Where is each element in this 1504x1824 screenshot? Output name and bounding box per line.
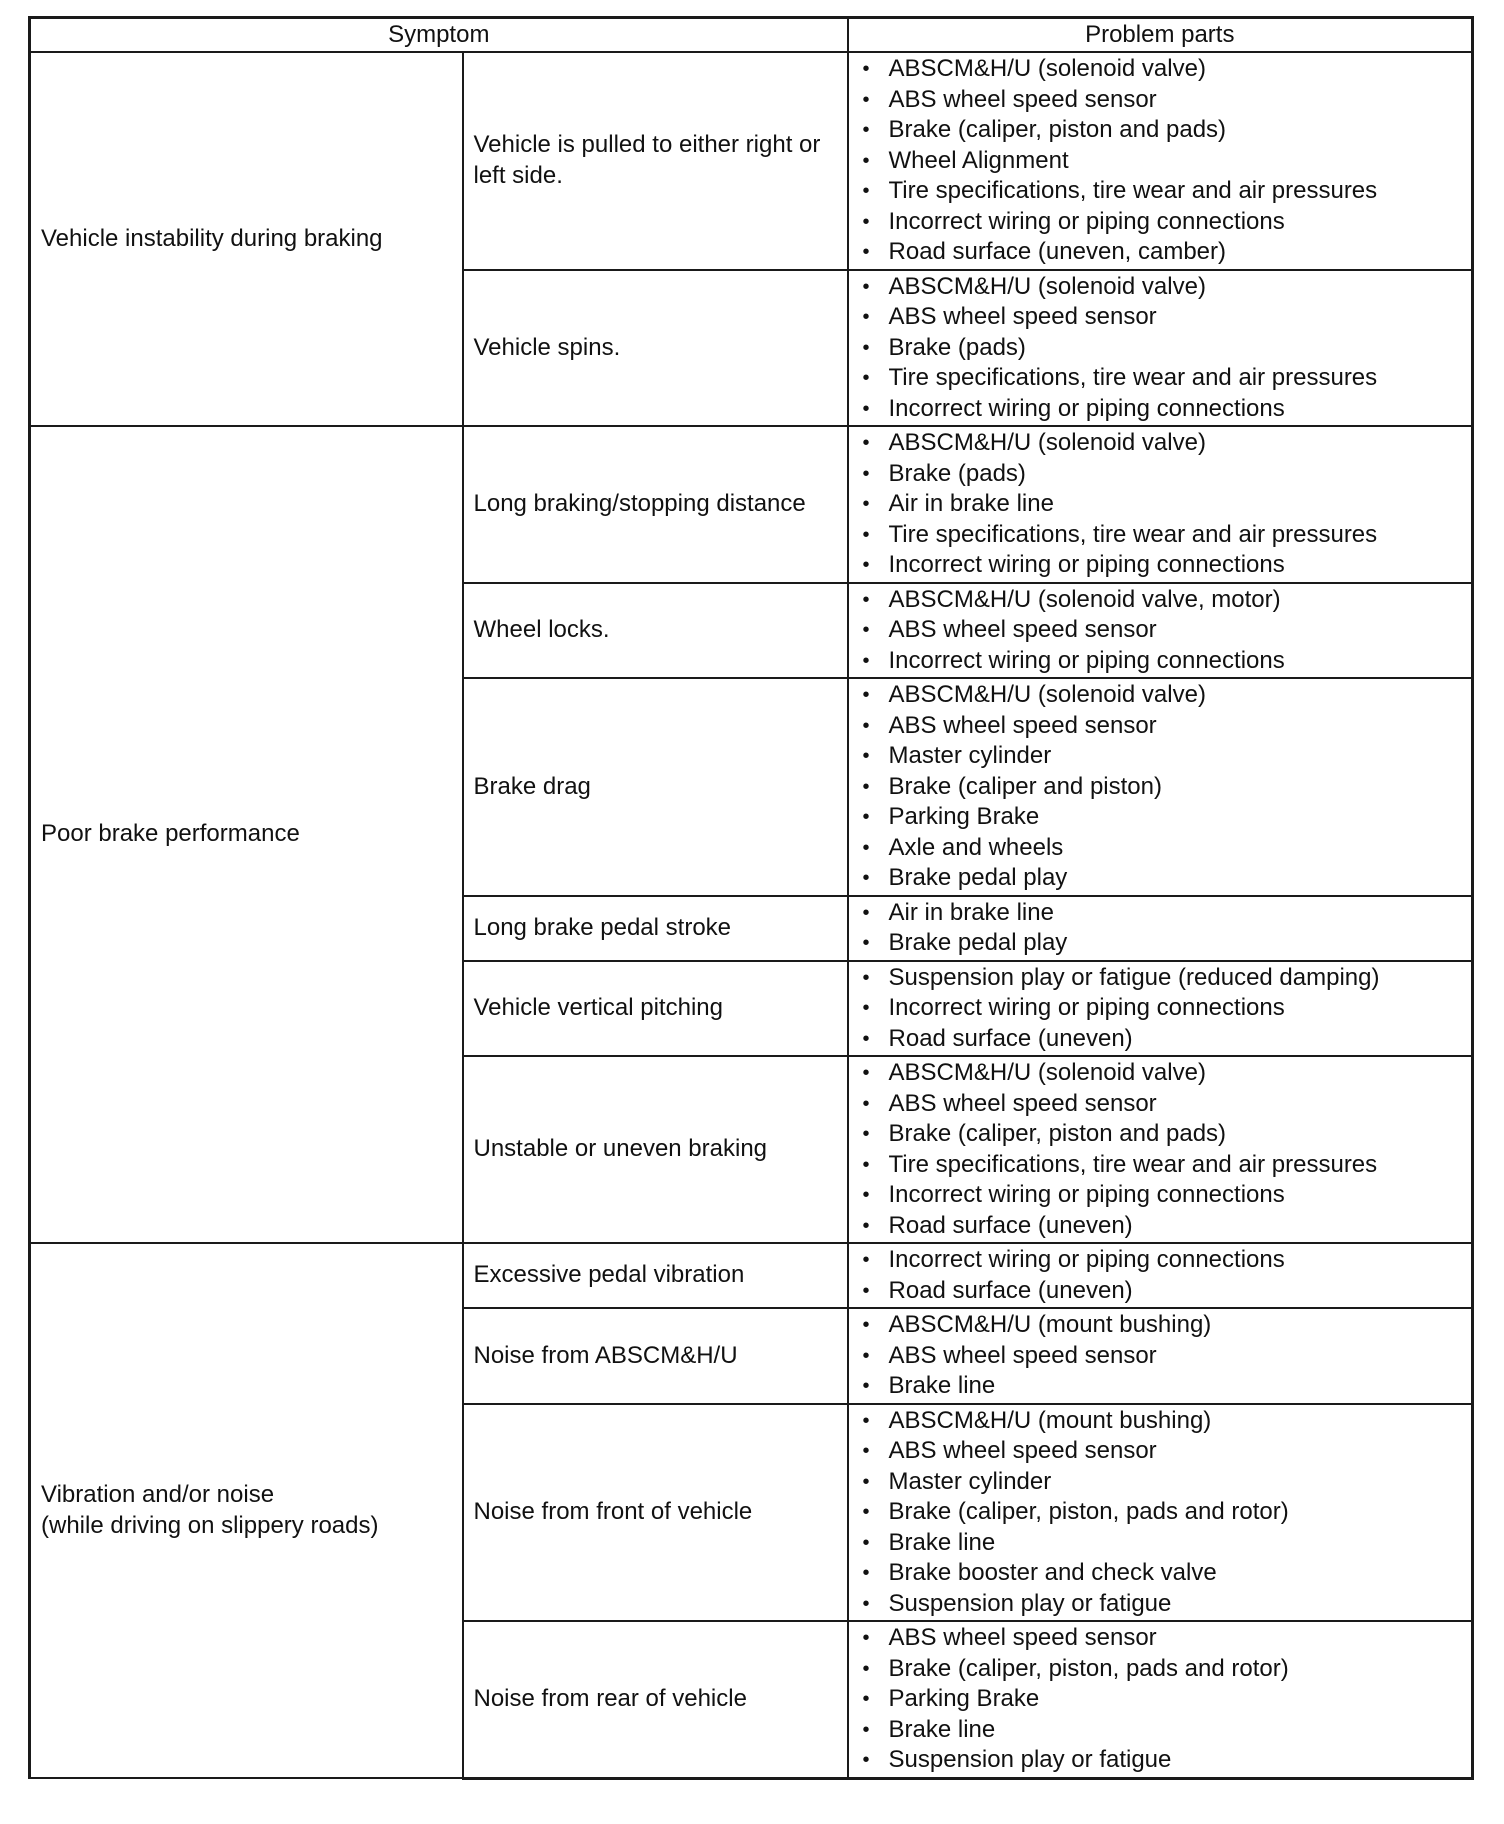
sub-symptom-cell [463, 1308, 848, 1404]
bullet-icon: • [862, 1470, 870, 1493]
problem-part-text: Suspension play or fatigue [888, 1589, 1172, 1617]
symptom-column-header: Symptom [30, 18, 848, 53]
list-item [863, 1467, 1466, 1498]
list-item [863, 1211, 1466, 1242]
bullet-icon: • [862, 180, 870, 202]
list-item [863, 1341, 1466, 1372]
list-item [863, 237, 1466, 268]
bullet-icon: • [862, 523, 870, 546]
problem-parts-cell [848, 1621, 1473, 1778]
list-item [863, 115, 1466, 146]
problem-parts-list [863, 1310, 1466, 1402]
bullet-icon: • [862, 997, 870, 1019]
problem-parts-cell [848, 896, 1473, 961]
list-item [863, 928, 1466, 959]
problem-parts-cell [848, 1308, 1473, 1404]
list-item [863, 711, 1466, 742]
bullet-icon: • [862, 867, 870, 889]
sub-symptom: Excessive pedal vibration [473, 1261, 745, 1289]
list-item [863, 1276, 1466, 1307]
symptom-category-cell [30, 426, 463, 1243]
list-item [863, 1654, 1466, 1685]
problem-part-text: ABSCM&H/U (solenoid valve) [888, 681, 1206, 708]
sub-symptom: Brake drag [473, 772, 591, 800]
problem-part-text: Incorrect wiring or piping connections [888, 207, 1285, 235]
problem-part-text: Tire specifications, tire wear and air pressures [888, 1150, 1378, 1178]
problem-part-text: Brake (caliper, piston and pads) [888, 116, 1227, 143]
problem-part-text: Incorrect wiring or piping connections [888, 1246, 1285, 1273]
list-item [863, 54, 1466, 85]
list-item [863, 85, 1466, 116]
problem-parts-list [863, 54, 1466, 268]
list-item [863, 1406, 1466, 1437]
bullet-icon: • [862, 745, 870, 767]
list-item [863, 1528, 1466, 1559]
problem-part-text: Incorrect wiring or piping connections [888, 1181, 1285, 1208]
bullet-icon: • [862, 775, 870, 798]
list-item [863, 1089, 1466, 1120]
bullet-icon: • [862, 649, 870, 672]
list-item [863, 176, 1466, 207]
problem-part-text: Road surface (uneven) [888, 1211, 1133, 1239]
problem-part-text: Air in brake line [888, 490, 1054, 517]
problem-parts-list [863, 428, 1466, 581]
bullet-icon: • [862, 1153, 870, 1176]
list-item [863, 1245, 1466, 1276]
problem-part-text: ABS wheel speed sensor [888, 616, 1157, 643]
bullet-icon: • [862, 588, 870, 611]
problem-parts-list [863, 1623, 1466, 1776]
problem-parts-list [863, 680, 1466, 894]
bullet-icon: • [862, 1214, 870, 1237]
problem-part-text: Brake booster and check valve [888, 1559, 1217, 1586]
problem-part-text: Incorrect wiring or piping connections [888, 394, 1285, 422]
list-item [863, 802, 1466, 833]
problem-part-text: Suspension play or fatigue (reduced damping) [888, 963, 1380, 991]
list-item [863, 1715, 1466, 1746]
problem-parts-cell [848, 270, 1473, 427]
table-row [30, 1243, 1473, 1308]
list-item [863, 520, 1466, 551]
list-item [863, 772, 1466, 803]
list-item [863, 1180, 1466, 1211]
sub-symptom-cell [463, 426, 848, 583]
bullet-icon: • [862, 684, 870, 706]
sub-symptom-cell [463, 52, 848, 270]
bullet-icon: • [862, 336, 870, 359]
problem-part-text: ABSCM&H/U (solenoid valve) [888, 1059, 1206, 1086]
problem-part-text: ABSCM&H/U (solenoid valve) [888, 55, 1206, 82]
bullet-icon: • [862, 462, 870, 485]
problem-part-text: Parking Brake [888, 803, 1040, 830]
list-item [863, 1058, 1466, 1089]
bullet-icon: • [862, 58, 870, 80]
list-item [863, 963, 1466, 994]
sub-symptom: Vehicle vertical pitching [473, 994, 723, 1021]
bullet-icon: • [862, 1562, 870, 1584]
problem-parts-cell [848, 961, 1473, 1057]
problem-part-text: Brake pedal play [888, 929, 1068, 956]
problem-part-text: ABSCM&H/U (mount bushing) [888, 1406, 1212, 1434]
sub-symptom-cell [463, 583, 848, 679]
bullet-icon: • [862, 1123, 870, 1145]
problem-part-text: ABS wheel speed sensor [888, 85, 1157, 113]
bullet-icon: • [862, 1062, 870, 1084]
problem-part-text: Master cylinder [888, 742, 1052, 769]
problem-part-text: ABS wheel speed sensor [888, 711, 1157, 739]
list-item [863, 1024, 1466, 1055]
problem-parts-cell [848, 1404, 1473, 1622]
bullet-icon: • [862, 1627, 870, 1649]
list-item [863, 302, 1466, 333]
bullet-icon: • [862, 1749, 870, 1771]
problem-parts-list [863, 898, 1466, 959]
problem-parts-cell [848, 583, 1473, 679]
bullet-icon: • [862, 806, 870, 828]
problem-parts-cell [848, 1056, 1473, 1243]
sub-symptom-cell [463, 1404, 848, 1622]
bullet-icon: • [862, 149, 870, 172]
bullet-icon: • [862, 306, 870, 328]
problem-part-text: Road surface (uneven) [888, 1024, 1133, 1052]
problem-part-text: Road surface (uneven, camber) [888, 238, 1227, 265]
problem-part-text: Brake (pads) [888, 333, 1026, 361]
list-item [863, 146, 1466, 177]
problem-part-text: Brake (caliper, piston and pads) [888, 1120, 1227, 1147]
bullet-icon: • [862, 714, 870, 737]
bullet-icon: • [862, 1501, 870, 1523]
sub-symptom: Vehicle spins. [473, 333, 621, 361]
bullet-icon: • [862, 210, 870, 233]
list-item [863, 1119, 1466, 1150]
bullet-icon: • [862, 1592, 870, 1615]
problem-parts-cell [848, 52, 1473, 270]
problem-part-text: Brake (pads) [888, 459, 1026, 487]
list-item [863, 1497, 1466, 1528]
list-item [863, 646, 1466, 677]
list-item [863, 680, 1466, 711]
problem-part-text: Master cylinder [888, 1467, 1052, 1495]
list-item [863, 550, 1466, 581]
bullet-icon: • [862, 619, 870, 641]
bullet-icon: • [862, 493, 870, 515]
problem-part-text: Brake line [888, 1715, 996, 1743]
symptom-category: Vibration and/or noise (while driving on slippery roads) [41, 1481, 379, 1539]
problem-parts-list [863, 1406, 1466, 1620]
bullet-icon: • [862, 1688, 870, 1710]
list-item [863, 1623, 1466, 1654]
bullet-icon: • [862, 932, 870, 954]
list-item [863, 207, 1466, 238]
symptom-table [28, 16, 1474, 1780]
problem-parts-list [863, 272, 1466, 425]
bullet-icon: • [862, 397, 870, 420]
sub-symptom: Long braking/stopping distance [473, 490, 806, 517]
bullet-icon: • [862, 1531, 870, 1554]
problem-part-text: Parking Brake [888, 1685, 1040, 1712]
problem-part-text: ABSCM&H/U (solenoid valve, motor) [888, 585, 1281, 613]
problem-part-text: Incorrect wiring or piping connections [888, 551, 1285, 578]
bullet-icon: • [862, 1314, 870, 1336]
sub-symptom-cell [463, 270, 848, 427]
list-item [863, 1371, 1466, 1402]
table-row [30, 52, 1473, 270]
problem-part-text: Axle and wheels [888, 833, 1064, 861]
sub-symptom: Noise from rear of vehicle [473, 1685, 747, 1712]
bullet-icon: • [862, 241, 870, 263]
symptom-category: Poor brake performance [41, 820, 300, 848]
problem-parts-column-header: Problem parts [848, 18, 1473, 53]
list-item [863, 615, 1466, 646]
list-item [863, 898, 1466, 929]
bullet-icon: • [862, 1279, 870, 1302]
table-row [30, 426, 1473, 583]
list-item [863, 1310, 1466, 1341]
list-item [863, 585, 1466, 616]
problem-part-text: ABS wheel speed sensor [888, 1437, 1157, 1464]
problem-part-text: ABS wheel speed sensor [888, 1089, 1157, 1117]
symptom-category-cell [30, 52, 463, 426]
bullet-icon: • [862, 367, 870, 389]
bullet-icon: • [862, 966, 870, 989]
bullet-icon: • [862, 1657, 870, 1680]
problem-part-text: Wheel Alignment [888, 146, 1069, 174]
bullet-icon: • [862, 1718, 870, 1741]
list-item [863, 993, 1466, 1024]
problem-part-text: Suspension play or fatigue [888, 1746, 1172, 1773]
sub-symptom: Noise from ABSCM&H/U [473, 1341, 738, 1369]
problem-part-text: Air in brake line [888, 898, 1054, 926]
list-item [863, 1150, 1466, 1181]
list-item [863, 394, 1466, 425]
list-item [863, 333, 1466, 364]
problem-part-text: Brake pedal play [888, 864, 1068, 891]
bullet-icon: • [862, 1344, 870, 1367]
bullet-icon: • [862, 1092, 870, 1115]
problem-part-text: Tire specifications, tire wear and air pressures [888, 364, 1378, 391]
problem-part-text: ABSCM&H/U (solenoid valve) [888, 272, 1206, 300]
problem-parts-list [863, 1058, 1466, 1241]
bullet-icon: • [862, 88, 870, 111]
problem-parts-list [863, 963, 1466, 1055]
bullet-icon: • [862, 901, 870, 924]
bullet-icon: • [862, 275, 870, 298]
problem-part-text: Tire specifications, tire wear and air pressures [888, 520, 1378, 548]
symptom-category-cell [30, 1243, 463, 1778]
bullet-icon: • [862, 1375, 870, 1397]
problem-part-text: ABSCM&H/U (solenoid valve) [888, 429, 1206, 456]
problem-part-text: ABSCM&H/U (mount bushing) [888, 1311, 1212, 1338]
list-item [863, 1589, 1466, 1620]
problem-part-text: Brake line [888, 1372, 996, 1399]
symptom-category: Vehicle instability during braking [41, 224, 383, 252]
problem-parts-cell [848, 426, 1473, 583]
bullet-icon: • [862, 1027, 870, 1050]
list-item [863, 1558, 1466, 1589]
table-body [30, 52, 1473, 1778]
problem-parts-cell [848, 678, 1473, 896]
bullet-icon: • [862, 1249, 870, 1271]
list-item [863, 1436, 1466, 1467]
problem-part-text: Incorrect wiring or piping connections [888, 646, 1285, 674]
problem-part-text: ABS wheel speed sensor [888, 303, 1157, 330]
table-header-row [30, 18, 1473, 53]
problem-part-text: Incorrect wiring or piping connections [888, 994, 1285, 1021]
problem-part-text: Brake (caliper, piston, pads and rotor) [888, 1498, 1289, 1525]
sub-symptom: Unstable or uneven braking [473, 1135, 768, 1163]
problem-part-text: Tire specifications, tire wear and air pressures [888, 177, 1378, 204]
problem-parts-cell [848, 1243, 1473, 1308]
sub-symptom: Vehicle is pulled to either right or left side. [473, 131, 821, 189]
problem-parts-list [863, 1245, 1466, 1306]
problem-part-text: Brake line [888, 1528, 996, 1556]
bullet-icon: • [862, 1440, 870, 1462]
list-item [863, 363, 1466, 394]
problem-part-text: Brake (caliper and piston) [888, 772, 1162, 800]
sub-symptom-cell [463, 896, 848, 961]
list-item [863, 741, 1466, 772]
problem-parts-list [863, 585, 1466, 677]
problem-part-text: Road surface (uneven) [888, 1276, 1133, 1304]
bullet-icon: • [862, 119, 870, 141]
sub-symptom-cell [463, 678, 848, 896]
list-item [863, 863, 1466, 894]
list-item [863, 459, 1466, 490]
problem-part-text: ABS wheel speed sensor [888, 1341, 1157, 1369]
list-item [863, 489, 1466, 520]
list-item [863, 1684, 1466, 1715]
bullet-icon: • [862, 1184, 870, 1206]
list-item [863, 1745, 1466, 1776]
sub-symptom: Noise from front of vehicle [473, 1498, 753, 1525]
sub-symptom-cell [463, 1621, 848, 1778]
sub-symptom: Wheel locks. [473, 616, 610, 643]
sub-symptom-cell [463, 961, 848, 1057]
list-item [863, 428, 1466, 459]
problem-part-text: ABS wheel speed sensor [888, 1624, 1157, 1651]
list-item [863, 833, 1466, 864]
bullet-icon: • [862, 432, 870, 454]
sub-symptom: Long brake pedal stroke [473, 913, 732, 941]
list-item [863, 272, 1466, 303]
bullet-icon: • [862, 836, 870, 859]
sub-symptom-cell [463, 1243, 848, 1308]
problem-part-text: Brake (caliper, piston, pads and rotor) [888, 1654, 1289, 1682]
sub-symptom-cell [463, 1056, 848, 1243]
bullet-icon: • [862, 554, 870, 576]
bullet-icon: • [862, 1409, 870, 1432]
